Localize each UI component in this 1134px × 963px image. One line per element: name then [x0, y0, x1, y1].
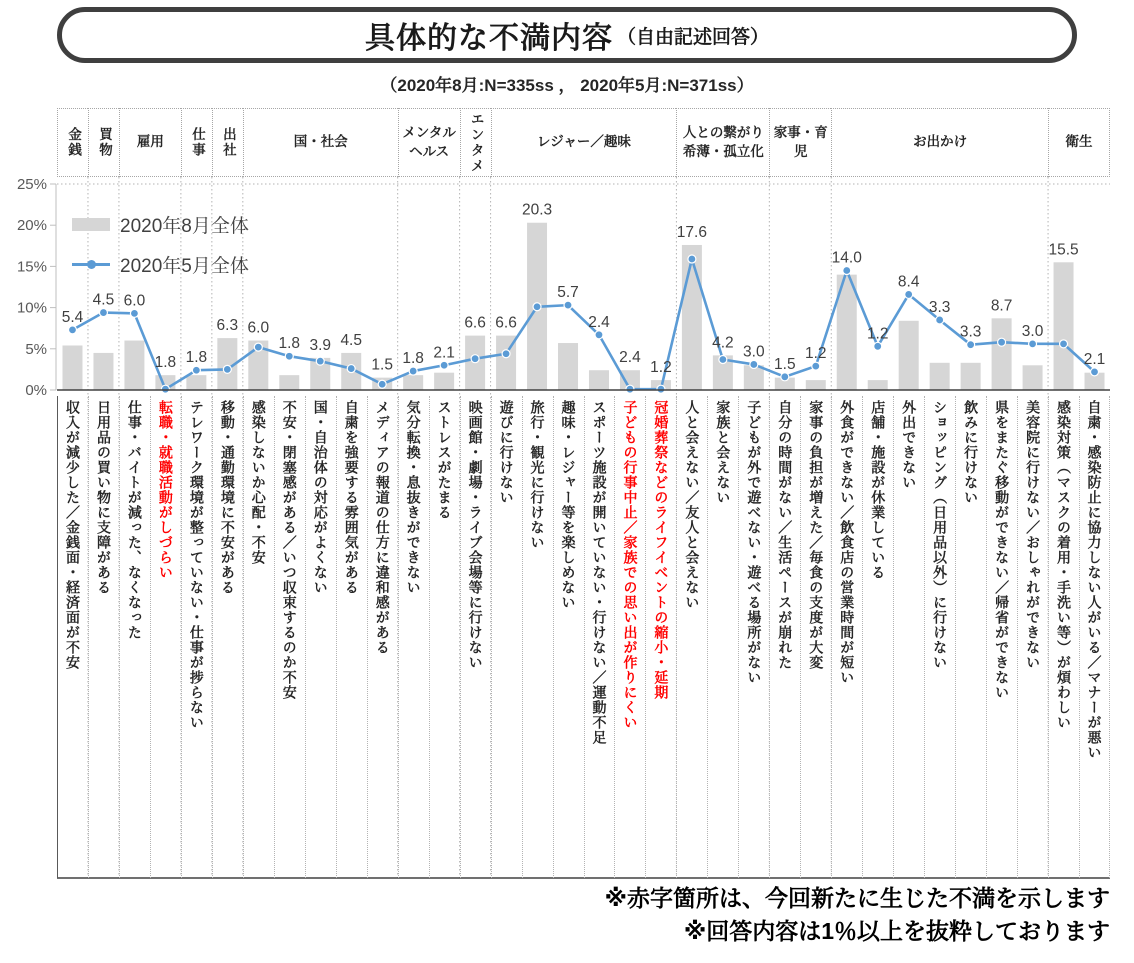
- bar-value-label: 14.0: [831, 249, 862, 267]
- point-may2020: [192, 366, 200, 374]
- category-label: 家事の負担が増えた／毎食の支度が大変: [800, 396, 831, 878]
- group-header: 金銭: [57, 108, 88, 177]
- category-label: テレワーク環境が整っていない・仕事が捗らない: [181, 396, 212, 878]
- point-may2020: [750, 360, 758, 368]
- point-may2020: [316, 357, 324, 365]
- category-label: 美容院に行けない／おしゃれができない: [1017, 396, 1048, 878]
- legend-item-aug2020: [72, 210, 249, 238]
- category-label: スポーツ施設が開いていない・行けない／運動不足: [584, 396, 615, 878]
- group-header: 仕事: [181, 108, 212, 177]
- category-label: 自粛・感染防止に協力しない人がいる／マナーが悪い: [1079, 396, 1110, 878]
- point-may2020: [1091, 368, 1099, 376]
- group-header: 衛生: [1048, 108, 1110, 177]
- sample-size-subtitle: （2020年8月:N=335ss ， 2020年5月:N=371ss）: [380, 76, 754, 95]
- bar-value-label: 1.2: [866, 325, 889, 343]
- group-header: メンタルヘルス: [398, 108, 460, 177]
- bar-value-label: 8.4: [897, 273, 920, 291]
- bar-value-label: 17.6: [676, 223, 707, 241]
- bar-value-label: 1.8: [185, 349, 208, 367]
- category-label: 感染対策（マスクの着用・手洗い等）が煩わしい: [1048, 396, 1079, 878]
- bar-value-label: 6.0: [247, 319, 270, 337]
- bar-aug2020: [93, 353, 113, 390]
- bar-value-label: 6.6: [464, 314, 486, 332]
- group-header: 国・社会: [243, 108, 398, 177]
- bar-value-label: 1.5: [774, 355, 796, 373]
- bar-value-label: 3.0: [1021, 322, 1044, 340]
- legend-label-may2020: 2020年5月全体: [120, 255, 249, 277]
- bar-value-label: 1.2: [804, 345, 827, 363]
- group-header: 雇用: [119, 108, 181, 177]
- point-may2020: [657, 385, 665, 393]
- legend-label-aug2020: 2020年8月全体: [120, 215, 249, 237]
- bar-aug2020: [1054, 262, 1074, 390]
- point-may2020: [905, 290, 913, 298]
- bar-value-label: 5.4: [61, 308, 84, 326]
- point-may2020: [843, 267, 851, 275]
- bar-value-label: 1.2: [650, 359, 672, 377]
- page-title: 具体的な不満内容: [364, 22, 613, 55]
- bar-aug2020: [899, 321, 919, 390]
- category-label: 趣味・レジャー等を楽しめない: [553, 396, 584, 878]
- point-may2020: [936, 316, 944, 324]
- category-label: 感染しないか心配・不安: [243, 396, 274, 878]
- point-may2020: [254, 343, 262, 351]
- category-label: 店舗・施設が休業している: [862, 396, 893, 878]
- category-label: 外出できない: [893, 396, 924, 878]
- bar-value-label: 3.9: [309, 336, 332, 354]
- category-label: 人と会えない／友人と会えない: [676, 396, 707, 878]
- category-label: 家族と会えない: [707, 396, 738, 878]
- page-title-sub: （自由記述回答）: [616, 26, 769, 48]
- bar-value-label: 5.7: [557, 284, 579, 302]
- bar-aug2020: [1023, 365, 1043, 390]
- category-label: 国・自治体の対応がよくない: [305, 396, 336, 878]
- bar-value-label: 3.3: [959, 323, 982, 341]
- group-header: エンタメ: [460, 108, 491, 177]
- point-may2020: [347, 365, 355, 373]
- footer-notes: [605, 882, 1110, 949]
- bar-value-label: 3.0: [743, 343, 765, 361]
- group-header: 人との繋がり希薄・孤立化: [676, 108, 769, 177]
- point-may2020: [409, 367, 417, 375]
- point-may2020: [378, 380, 386, 388]
- point-may2020: [502, 350, 510, 358]
- point-may2020: [161, 385, 169, 393]
- category-label: 外食ができない／飲食店の営業時間が短い: [831, 396, 862, 878]
- point-may2020: [998, 338, 1006, 346]
- bar-aug2020: [682, 245, 702, 390]
- category-label: 県をまたぐ移動ができない／帰省ができない: [986, 396, 1017, 878]
- point-may2020: [1029, 340, 1037, 348]
- point-may2020: [68, 326, 76, 334]
- point-may2020: [471, 355, 479, 363]
- bar-value-label: 1.8: [154, 354, 177, 372]
- bar-value-label: 6.0: [123, 292, 146, 310]
- category-label: ショッピング（日用品以外）に行けない: [924, 396, 955, 878]
- bar-aug2020: [868, 380, 888, 390]
- bar-value-label: 4.2: [712, 334, 734, 352]
- category-label-new-dissatisfaction: 転職・就職活動がしづらい: [150, 396, 181, 878]
- bar-value-label: 15.5: [1048, 241, 1079, 259]
- bar-aug2020: [403, 375, 423, 390]
- y-tick-label: 5%: [25, 340, 47, 358]
- category-label: 子どもが外で遊べない・遊べる場所がない: [738, 396, 769, 878]
- point-may2020: [533, 303, 541, 311]
- category-label-new-dissatisfaction: 子どもの行事中止／家族での思い出が作りにくい: [614, 396, 645, 878]
- bar-value-label: 2.4: [619, 349, 641, 367]
- bar-value-label: 2.4: [588, 313, 610, 331]
- point-may2020: [564, 301, 572, 309]
- legend-item-may2020: [72, 250, 249, 278]
- bar-aug2020: [992, 318, 1012, 390]
- group-header: レジャー／趣味: [491, 108, 677, 177]
- bar-aug2020: [589, 370, 609, 390]
- bar-aug2020: [806, 380, 826, 390]
- note-threshold: ※回答内容は1％以上を抜粋しております: [683, 918, 1110, 945]
- bar-value-label: 2.1: [433, 344, 455, 362]
- bar-aug2020: [62, 346, 82, 390]
- point-may2020: [595, 331, 603, 339]
- category-label: 自粛を強要する雰囲気がある: [336, 396, 367, 878]
- point-may2020: [130, 309, 138, 317]
- bar-value-label: 6.6: [495, 314, 517, 332]
- bar-aug2020: [434, 373, 454, 390]
- y-tick-label: 15%: [16, 258, 47, 276]
- bar-value-label: 4.5: [340, 331, 363, 349]
- bar-aug2020: [961, 363, 981, 390]
- point-may2020: [626, 385, 634, 393]
- note-red-text: ※赤字箇所は、今回新たに生じた不満を示します: [604, 885, 1110, 911]
- category-label: ストレスがたまる: [429, 396, 460, 878]
- chart-legend: [72, 210, 249, 290]
- bar-aug2020: [124, 341, 144, 390]
- point-may2020: [812, 362, 820, 370]
- y-tick-label: 25%: [16, 176, 47, 193]
- category-label: メディアの報道の仕方に違和感がある: [367, 396, 398, 878]
- bar-value-label: 2.1: [1083, 350, 1106, 368]
- point-may2020: [688, 255, 696, 263]
- category-label: 仕事・バイトが減った、なくなった: [119, 396, 150, 878]
- point-may2020: [440, 361, 448, 369]
- category-label: 飲みに行けない: [955, 396, 986, 878]
- category-label-new-dissatisfaction: 冠婚葬祭などのライフイベントの縮小・延期: [645, 396, 676, 878]
- y-tick-label: 0%: [25, 382, 47, 399]
- group-header: お出かけ: [831, 108, 1048, 177]
- bar-value-label: 4.5: [92, 291, 115, 309]
- point-may2020: [285, 352, 293, 360]
- y-tick-label: 10%: [16, 299, 47, 317]
- point-may2020: [1060, 340, 1068, 348]
- point-may2020: [223, 365, 231, 373]
- category-label: 不安・閉塞感がある／いつ収束するのか不安: [274, 396, 305, 878]
- bar-value-label: 3.3: [928, 298, 951, 316]
- bar-value-label: 1.5: [371, 356, 393, 374]
- category-label: 遊びに行けない: [491, 396, 522, 878]
- group-header: 買物: [88, 108, 119, 177]
- category-label: 日用品の買い物に支障がある: [88, 396, 119, 878]
- category-label: 移動・通勤環境に不安がある: [212, 396, 243, 878]
- point-may2020: [874, 342, 882, 350]
- group-header: 家事・育児: [769, 108, 831, 177]
- bar-aug2020: [558, 343, 578, 390]
- point-may2020: [967, 341, 975, 349]
- line-swatch-icon: [72, 258, 110, 271]
- category-label: 映画館・劇場・ライブ会場等に行けない: [460, 396, 491, 878]
- bar-aug2020: [279, 375, 299, 390]
- point-may2020: [99, 309, 107, 317]
- category-label: 収入が減少した／金銭面・経済面が不安: [57, 396, 88, 878]
- point-may2020: [781, 373, 789, 381]
- bar-value-label: 20.3: [521, 201, 553, 219]
- bar-aug2020: [930, 363, 950, 390]
- category-label: 旅行・観光に行けない: [522, 396, 553, 878]
- point-may2020: [719, 356, 727, 364]
- bar-value-label: 1.8: [402, 350, 424, 368]
- bar-swatch-icon: [72, 218, 110, 231]
- category-label: 自分の時間がない／生活ペースが崩れた: [769, 396, 800, 878]
- group-header: 出社: [212, 108, 243, 177]
- bar-value-label: 1.8: [278, 335, 301, 353]
- bar-value-label: 6.3: [216, 317, 239, 335]
- bar-value-label: 8.7: [990, 297, 1013, 315]
- category-label: 気分転換・息抜きができない: [398, 396, 429, 878]
- bar-aug2020: [186, 375, 206, 390]
- y-tick-label: 20%: [16, 217, 47, 235]
